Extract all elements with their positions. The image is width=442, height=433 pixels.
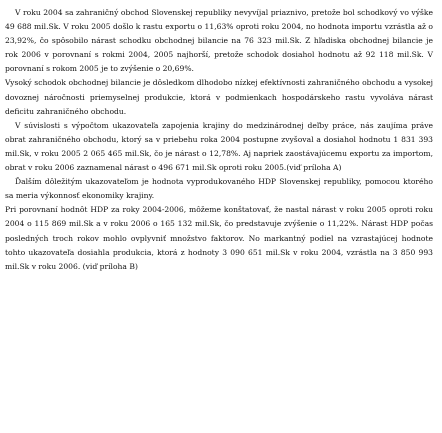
paragraph-gdp-comparison: Pri porovnaní hodnôt HDP za roky 2004-2006, môžeme konštatovať, že nastal nárast v roku 2005 oproti roku 2004 o 115 869 mil.Sk a v roku 2006 o 165 132 mil.Sk, čo predstavuje zvýšenie o 11,22%. Nárast HDP počas posledných troch rokov mohlo ovplyvniť množstvo faktorov. No markantný podiel na vzrastajúcej hodnote tohto ukazovateľa dosiahla produkcia, ktorá z hodnoty 3 090 651 mil.Sk v roku 2004, vzrástla na 3 850 993 mil.Sk v roku 2006. (viď príloha B) (5, 205, 433, 271)
document-page (5, 6, 433, 274)
paragraph-deficit-cause: Vysoký schodok obchodnej bilancie je dôsledkom dlhodobo nízkej efektívnosti zahraničného obchodu a vysokej dovoznej náročnosti priemyselnej produkcie, ktorá v podmienkach hospodárskeho rastu vyvoláva nárast deficitu zahraničného obchodu. (5, 78, 433, 116)
paragraph-trade-turnover: V súvislosti s výpočtom ukazovateľa zapojenia krajiny do medzinárodnej deľby práce, nás zaujíma práve obrat zahraničného obchodu, ktorý sa v priebehu roka 2004 postupne zvyšoval a dosiahol hodnotu 1 831 393 mil.Sk, v roku 2005 2 065 465 mil.Sk, čo je nárast o 12,78%. Aj napriek zaostávajúcemu exportu za importom, obrat v roku 2006 zaznamenal nárast o 496 671 mil.Sk oproti roku 2005.(viď príloha A) (5, 120, 433, 173)
paragraph-gdp-intro: Ďalším dôležitým ukazovateľom je hodnota vyprodukovaného HDP Slovenskej republiky, pomocou ktorého sa meria výkonnosť ekonomiky krajiny. (5, 177, 433, 201)
paragraph-trade-balance: V roku 2004 sa zahraničný obchod Slovenskej republiky nevyvíjal priaznivo, pretože bol schodkový vo výške 49 688 mil.Sk. V roku 2005 došlo k rastu exportu o 11,63% oproti roku 2004, no hodnota importu vzrástla až o 23,92%, čo spôsobilo nárast schodku obchodnej bilancie na 76 323 mil.Sk. Z hľadiska obchodnej bilancie je rok 2006 v porovnaní s rokmi 2004, 2005 najhorší, pretože schodok dosiahol hodnotu až 92 118 mil.Sk. V porovnaní s rokom 2005 je to zvýšenie o 20,69%. (5, 8, 433, 74)
